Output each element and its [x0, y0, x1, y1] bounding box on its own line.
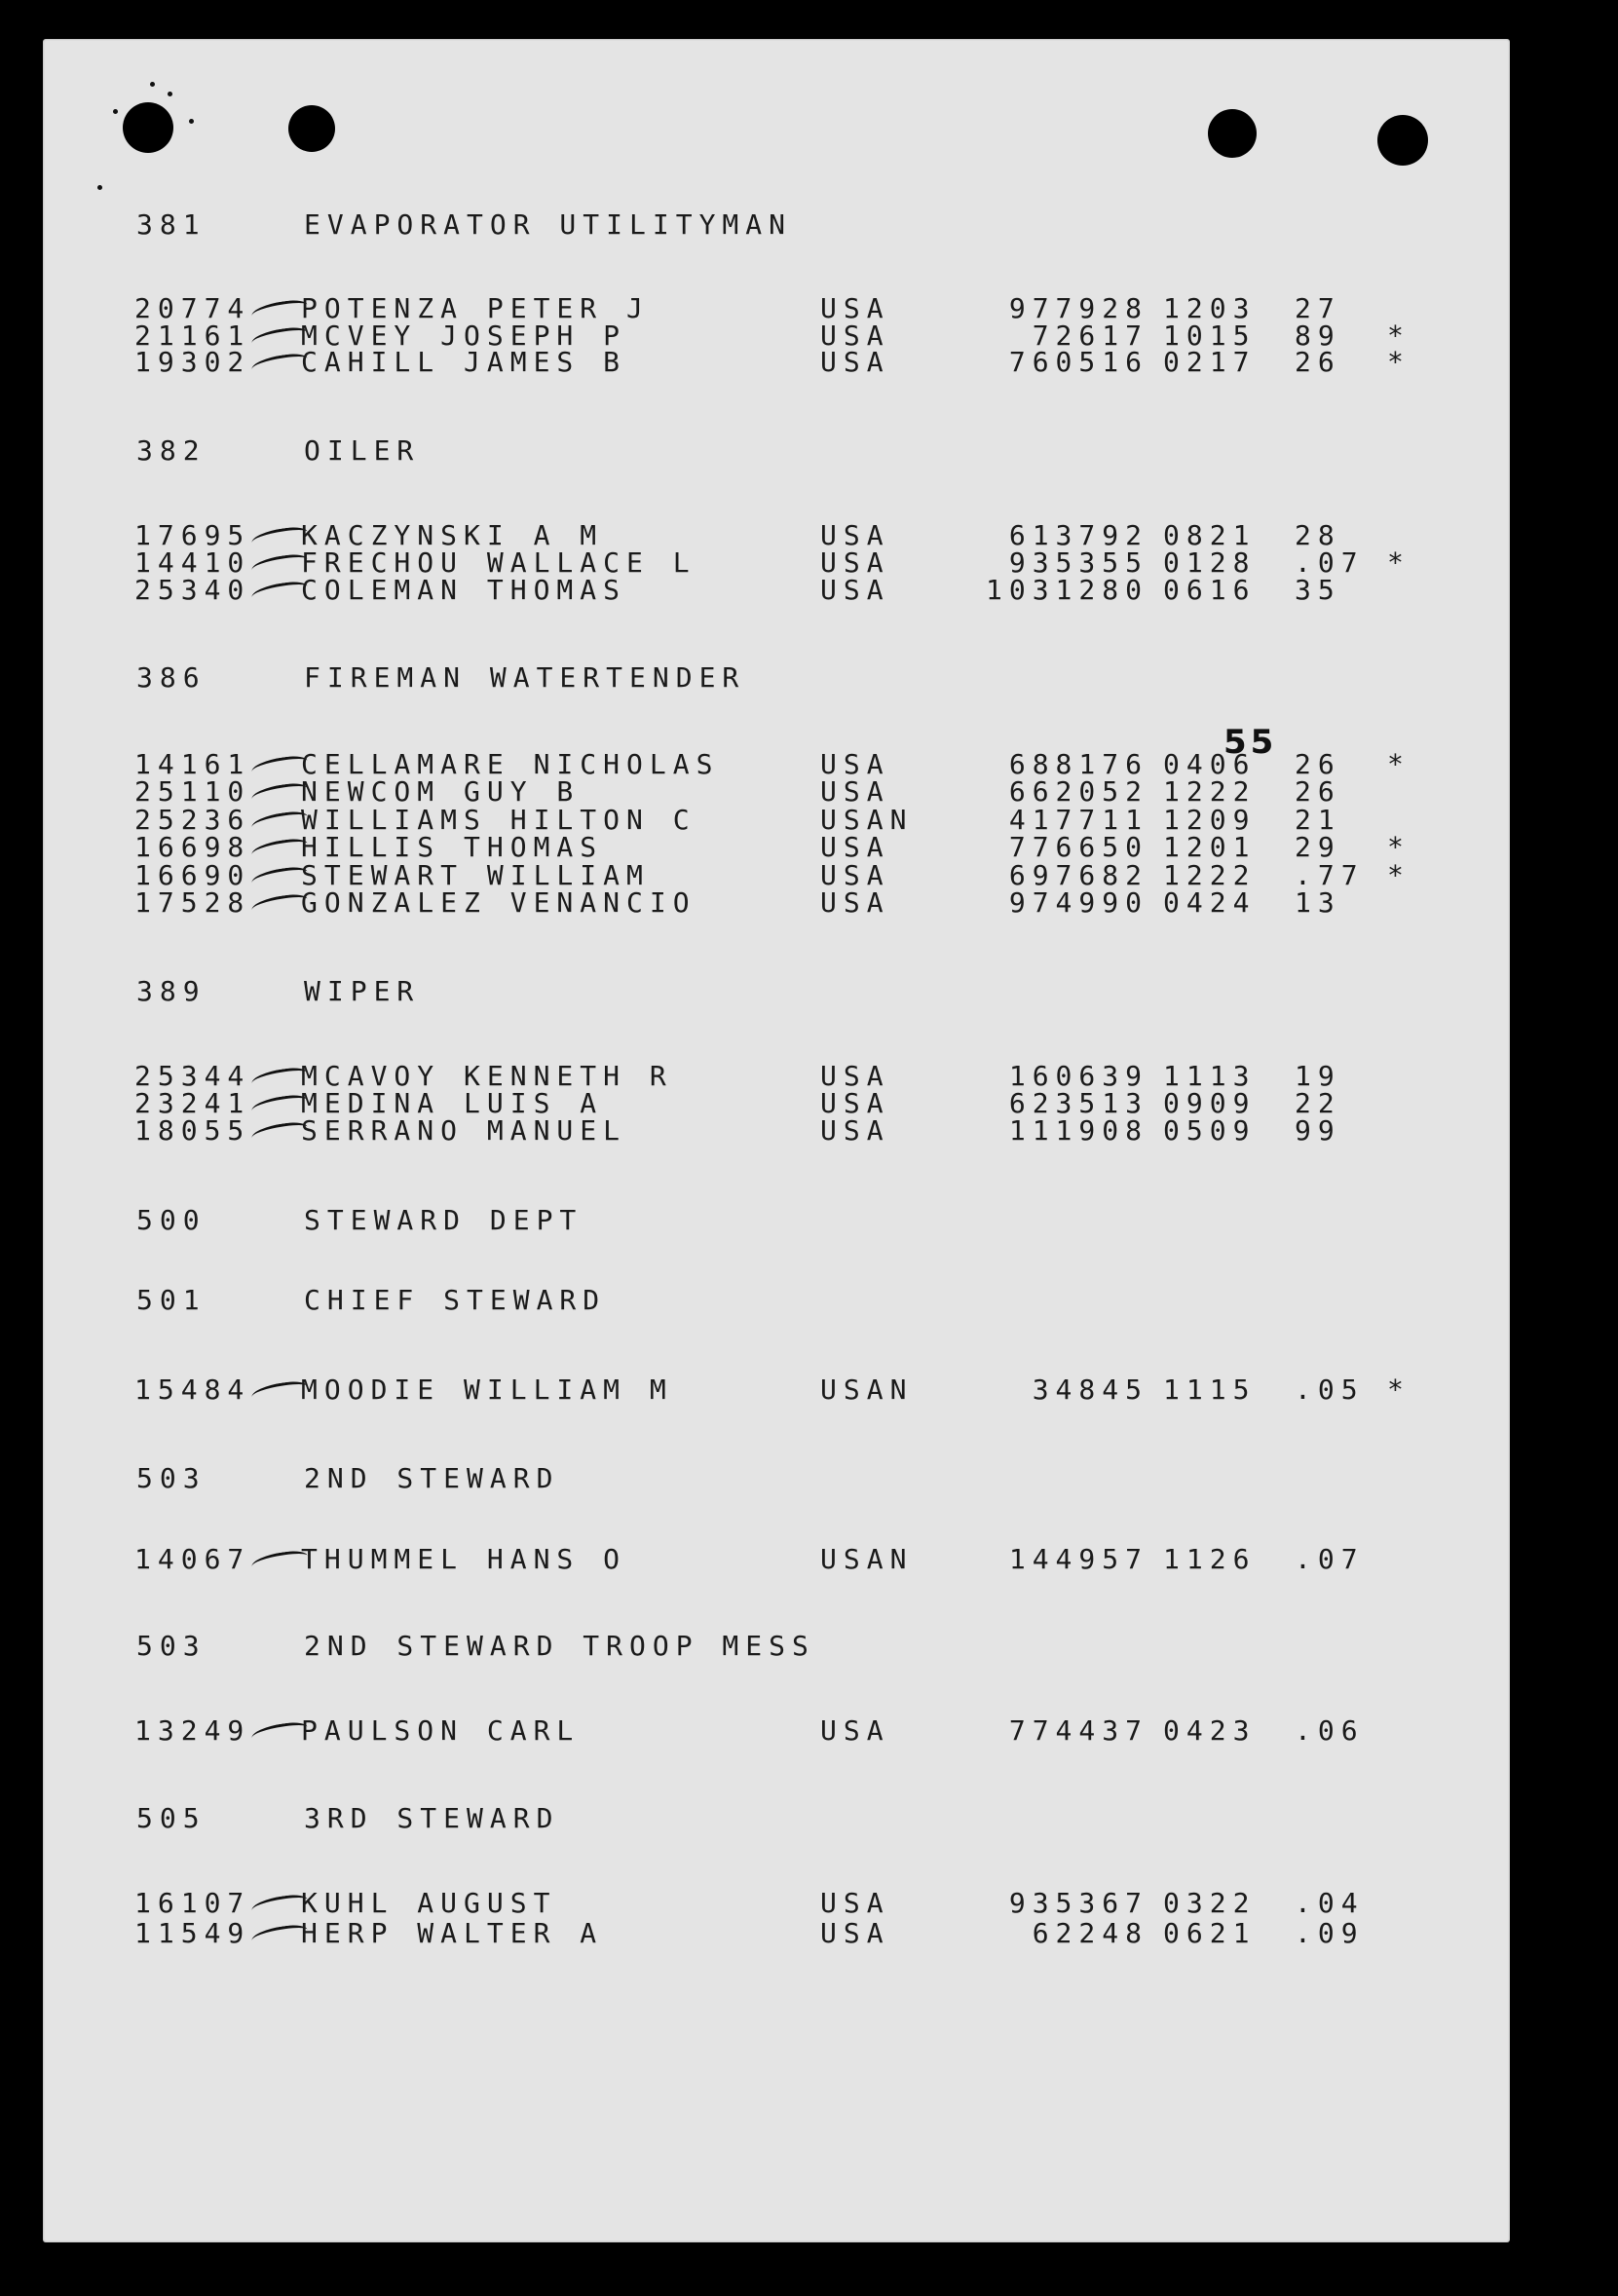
check-mark-icon: [250, 754, 309, 778]
check-mark-icon: [250, 325, 309, 350]
amount: 35: [1295, 574, 1341, 606]
crew-number: 20774: [134, 292, 251, 324]
document-id: 111908: [1008, 1114, 1148, 1147]
ink-speck: [113, 109, 118, 114]
crew-number: 17695: [134, 519, 251, 551]
date-code: 1201: [1163, 831, 1257, 863]
crew-name: KUHL AUGUST: [301, 1887, 557, 1919]
amount: 27: [1295, 292, 1341, 324]
check-mark-icon: [250, 1093, 309, 1117]
crew-name: CELLAMARE NICHOLAS: [301, 748, 720, 780]
crew-number: 11549: [134, 1917, 251, 1949]
crew-name: GONZALEZ VENANCIO: [301, 886, 696, 919]
amount: 22: [1295, 1087, 1341, 1119]
crew-number: 14161: [134, 748, 251, 780]
amount: .09: [1295, 1917, 1365, 1949]
section-number: 503: [136, 1630, 207, 1662]
ink-speck: [150, 82, 155, 87]
document-page: [43, 39, 1510, 2242]
document-id: 688176: [1008, 748, 1148, 780]
section-number: 381: [136, 208, 207, 241]
date-code: 1115: [1163, 1374, 1257, 1406]
amount: 19: [1295, 1060, 1341, 1092]
star-marker: *: [1387, 831, 1411, 863]
crew-number: 13249: [134, 1714, 251, 1747]
document-id: 623513: [1008, 1087, 1148, 1119]
crew-number: 16107: [134, 1887, 251, 1919]
date-code: 0322: [1163, 1887, 1257, 1919]
star-marker: *: [1387, 320, 1411, 352]
amount: 99: [1295, 1114, 1341, 1147]
crew-number: 23241: [134, 1087, 251, 1119]
punch-hole: [1208, 109, 1257, 158]
amount: .07: [1295, 1543, 1365, 1575]
citizenship: USA: [820, 574, 890, 606]
document-id: 935355: [1008, 546, 1148, 579]
document-id: 417711: [1008, 804, 1148, 836]
citizenship: USA: [820, 1087, 890, 1119]
check-mark-icon: [250, 1893, 309, 1917]
crew-name: FRECHOU WALLACE L: [301, 546, 696, 579]
date-code: 1113: [1163, 1060, 1257, 1092]
amount: 28: [1295, 519, 1341, 551]
document-id: 62248: [1032, 1917, 1148, 1949]
document-id: 72617: [1032, 320, 1148, 352]
check-mark-icon: [250, 525, 309, 549]
citizenship: USA: [820, 546, 890, 579]
star-marker: *: [1387, 748, 1411, 780]
crew-number: 25340: [134, 574, 251, 606]
document-id: 662052: [1008, 775, 1148, 808]
amount: 26: [1295, 775, 1341, 808]
star-marker: *: [1387, 346, 1411, 378]
document-id: 697682: [1008, 859, 1148, 891]
check-mark-icon: [250, 865, 309, 889]
date-code: 0909: [1163, 1087, 1257, 1119]
check-mark-icon: [250, 809, 309, 834]
check-mark-icon: [250, 1923, 309, 1947]
section-title: OILER: [304, 434, 421, 467]
citizenship: USA: [820, 748, 890, 780]
crew-number: 17528: [134, 886, 251, 919]
crew-name: WILLIAMS HILTON C: [301, 804, 696, 836]
document-id: 144957: [1008, 1543, 1148, 1575]
citizenship: USAN: [820, 804, 914, 836]
handwritten-page-mark: 55: [1223, 723, 1278, 762]
ink-speck: [168, 92, 172, 96]
crew-number: 25344: [134, 1060, 251, 1092]
citizenship: USA: [820, 292, 890, 324]
crew-name: NEWCOM GUY B: [301, 775, 581, 808]
crew-name: SERRANO MANUEL: [301, 1114, 627, 1147]
check-mark-icon: [250, 580, 309, 604]
check-mark-icon: [250, 781, 309, 806]
crew-number: 14067: [134, 1543, 251, 1575]
citizenship: USA: [820, 775, 890, 808]
crew-name: HILLIS THOMAS: [301, 831, 604, 863]
date-code: 1222: [1163, 859, 1257, 891]
crew-number: 18055: [134, 1114, 251, 1147]
section-number: 503: [136, 1462, 207, 1494]
amount: 13: [1295, 886, 1341, 919]
star-marker: *: [1387, 1374, 1411, 1406]
check-mark-icon: [250, 892, 309, 917]
ink-speck: [189, 119, 194, 124]
citizenship: USA: [820, 1714, 890, 1747]
citizenship: USA: [820, 1917, 890, 1949]
date-code: 1015: [1163, 320, 1257, 352]
crew-name: KACZYNSKI A M: [301, 519, 604, 551]
document-id: 977928: [1008, 292, 1148, 324]
amount: 26: [1295, 346, 1341, 378]
section-title: EVAPORATOR UTILITYMAN: [304, 208, 793, 241]
date-code: 0509: [1163, 1114, 1257, 1147]
citizenship: USA: [820, 519, 890, 551]
crew-number: 25110: [134, 775, 251, 808]
star-marker: *: [1387, 546, 1411, 579]
check-mark-icon: [250, 352, 309, 376]
check-mark-icon: [250, 1066, 309, 1090]
check-mark-icon: [250, 1379, 309, 1404]
check-mark-icon: [250, 1549, 309, 1573]
check-mark-icon: [250, 298, 309, 322]
date-code: 1222: [1163, 775, 1257, 808]
document-id: 774437: [1008, 1714, 1148, 1747]
date-code: 1126: [1163, 1543, 1257, 1575]
section-title: 3RD STEWARD: [304, 1802, 560, 1834]
crew-number: 14410: [134, 546, 251, 579]
date-code: 0217: [1163, 346, 1257, 378]
citizenship: USA: [820, 346, 890, 378]
citizenship: USAN: [820, 1374, 914, 1406]
crew-name: MOODIE WILLIAM M: [301, 1374, 673, 1406]
punch-hole: [123, 102, 173, 153]
amount: .05: [1295, 1374, 1365, 1406]
date-code: 0424: [1163, 886, 1257, 919]
section-title: 2ND STEWARD: [304, 1462, 560, 1494]
punch-hole: [1377, 115, 1428, 166]
star-marker: *: [1387, 859, 1411, 891]
crew-name: MEDINA LUIS A: [301, 1087, 604, 1119]
document-id: 760516: [1008, 346, 1148, 378]
ink-speck: [97, 185, 102, 190]
date-code: 1203: [1163, 292, 1257, 324]
document-id: 935367: [1008, 1887, 1148, 1919]
crew-name: PAULSON CARL: [301, 1714, 581, 1747]
date-code: 0406: [1163, 748, 1257, 780]
check-mark-icon: [250, 1120, 309, 1145]
section-number: 382: [136, 434, 207, 467]
section-number: 386: [136, 661, 207, 694]
amount: 21: [1295, 804, 1341, 836]
crew-number: 19302: [134, 346, 251, 378]
amount: .04: [1295, 1887, 1365, 1919]
citizenship: USA: [820, 1060, 890, 1092]
section-number: 389: [136, 975, 207, 1007]
citizenship: USAN: [820, 1543, 914, 1575]
amount: 89: [1295, 320, 1341, 352]
date-code: 1209: [1163, 804, 1257, 836]
crew-number: 15484: [134, 1374, 251, 1406]
citizenship: USA: [820, 886, 890, 919]
document-id: 1031280: [985, 574, 1148, 606]
crew-name: POTENZA PETER J: [301, 292, 650, 324]
punch-hole: [288, 105, 335, 152]
citizenship: USA: [820, 831, 890, 863]
crew-name: STEWART WILLIAM: [301, 859, 650, 891]
check-mark-icon: [250, 1720, 309, 1745]
document-id: 974990: [1008, 886, 1148, 919]
date-code: 0423: [1163, 1714, 1257, 1747]
section-title: WIPER: [304, 975, 421, 1007]
crew-name: MCVEY JOSEPH P: [301, 320, 627, 352]
crew-name: COLEMAN THOMAS: [301, 574, 627, 606]
citizenship: USA: [820, 1114, 890, 1147]
crew-number: 16698: [134, 831, 251, 863]
section-number: 500: [136, 1204, 207, 1236]
document-id: 34845: [1032, 1374, 1148, 1406]
section-title: FIREMAN WATERTENDER: [304, 661, 746, 694]
crew-name: HERP WALTER A: [301, 1917, 604, 1949]
check-mark-icon: [250, 552, 309, 577]
section-title: 2ND STEWARD TROOP MESS: [304, 1630, 815, 1662]
citizenship: USA: [820, 859, 890, 891]
section-title: CHIEF STEWARD: [304, 1284, 607, 1316]
crew-name: CAHILL JAMES B: [301, 346, 627, 378]
citizenship: USA: [820, 320, 890, 352]
document-id: 613792: [1008, 519, 1148, 551]
date-code: 0821: [1163, 519, 1257, 551]
document-id: 160639: [1008, 1060, 1148, 1092]
crew-name: THUMMEL HANS O: [301, 1543, 627, 1575]
amount: .77: [1295, 859, 1365, 891]
date-code: 0621: [1163, 1917, 1257, 1949]
section-number: 501: [136, 1284, 207, 1316]
check-mark-icon: [250, 837, 309, 861]
crew-number: 16690: [134, 859, 251, 891]
amount: 29: [1295, 831, 1341, 863]
crew-name: MCAVOY KENNETH R: [301, 1060, 673, 1092]
section-title: STEWARD DEPT: [304, 1204, 583, 1236]
amount: .07: [1295, 546, 1365, 579]
crew-number: 25236: [134, 804, 251, 836]
section-number: 505: [136, 1802, 207, 1834]
amount: .06: [1295, 1714, 1365, 1747]
citizenship: USA: [820, 1887, 890, 1919]
crew-number: 21161: [134, 320, 251, 352]
date-code: 0616: [1163, 574, 1257, 606]
amount: 26: [1295, 748, 1341, 780]
document-id: 776650: [1008, 831, 1148, 863]
date-code: 0128: [1163, 546, 1257, 579]
